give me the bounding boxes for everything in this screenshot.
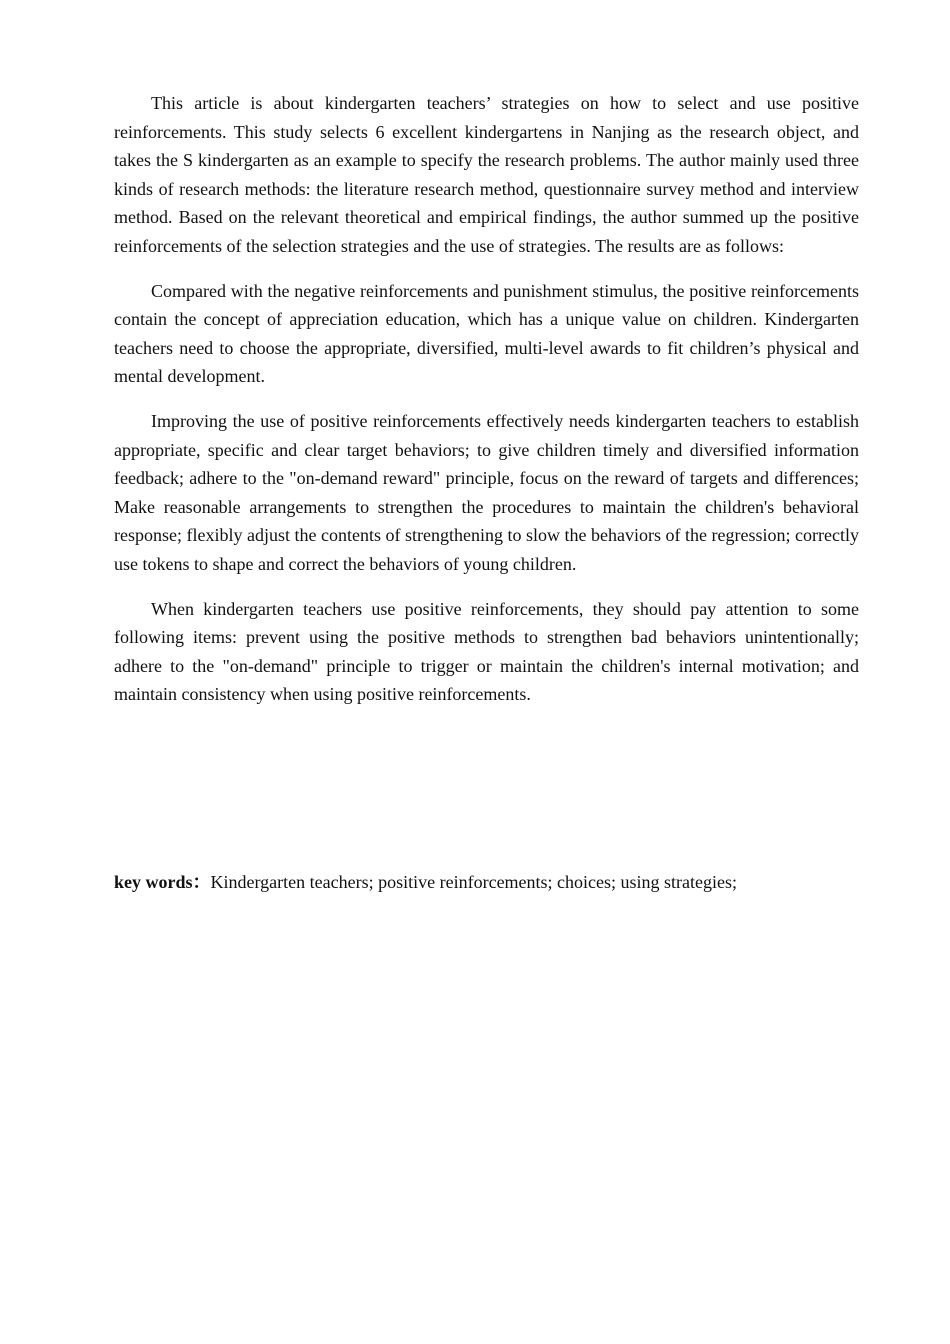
keywords-text: Kindergarten teachers; positive reinforcements; choices; using strategies; <box>210 872 738 892</box>
keywords-line <box>114 868 859 897</box>
abstract-body <box>114 89 859 725</box>
abstract-paragraph-3: Improving the use of positive reinforcements effectively needs kindergarten teachers to establish appropriate, specific and clear target behaviors; to give children timely and diversified information feedback; adhere to the "on-demand reward" principle, focus on the reward of targets and differences; Make reasonable arrangements to strengthen the procedures to maintain the children's behavioral response; flexibly adjust the contents of strengthening to slow the behaviors of the regression; correctly use tokens to shape and correct the behaviors of young children. <box>114 410 859 574</box>
keywords-label: key words： <box>114 872 211 892</box>
abstract-paragraph-1: This article is about kindergarten teachers’ strategies on how to select and use positive reinforcements. This study selects 6 excellent kindergartens in Nanjing as the research object, and takes the S kindergarten as an example to specify the research problems. The author mainly used three kinds of research methods: the literature research method, questionnaire survey method and interview method. Based on the relevant theoretical and empirical findings, the author summed up the positive reinforcements of the selection strategies and the use of strategies. The results are as follows: <box>114 93 859 256</box>
abstract-paragraph-2: Compared with the negative reinforcements and punishment stimulus, the positive reinforcements contain the concept of appreciation education, which has a unique value on children. Kindergarten teachers need to choose the appropriate, diversified, multi-level awards to fit children’s physical and mental development. <box>114 280 859 387</box>
abstract-paragraph-4: When kindergarten teachers use positive reinforcements, they should pay attention to some following items: prevent using the positive methods to strengthen bad behaviors unintentionally; adhere to the "on-demand" principle to trigger or maintain the children's internal motivation; and maintain consistency when using positive reinforcements. <box>114 598 859 705</box>
